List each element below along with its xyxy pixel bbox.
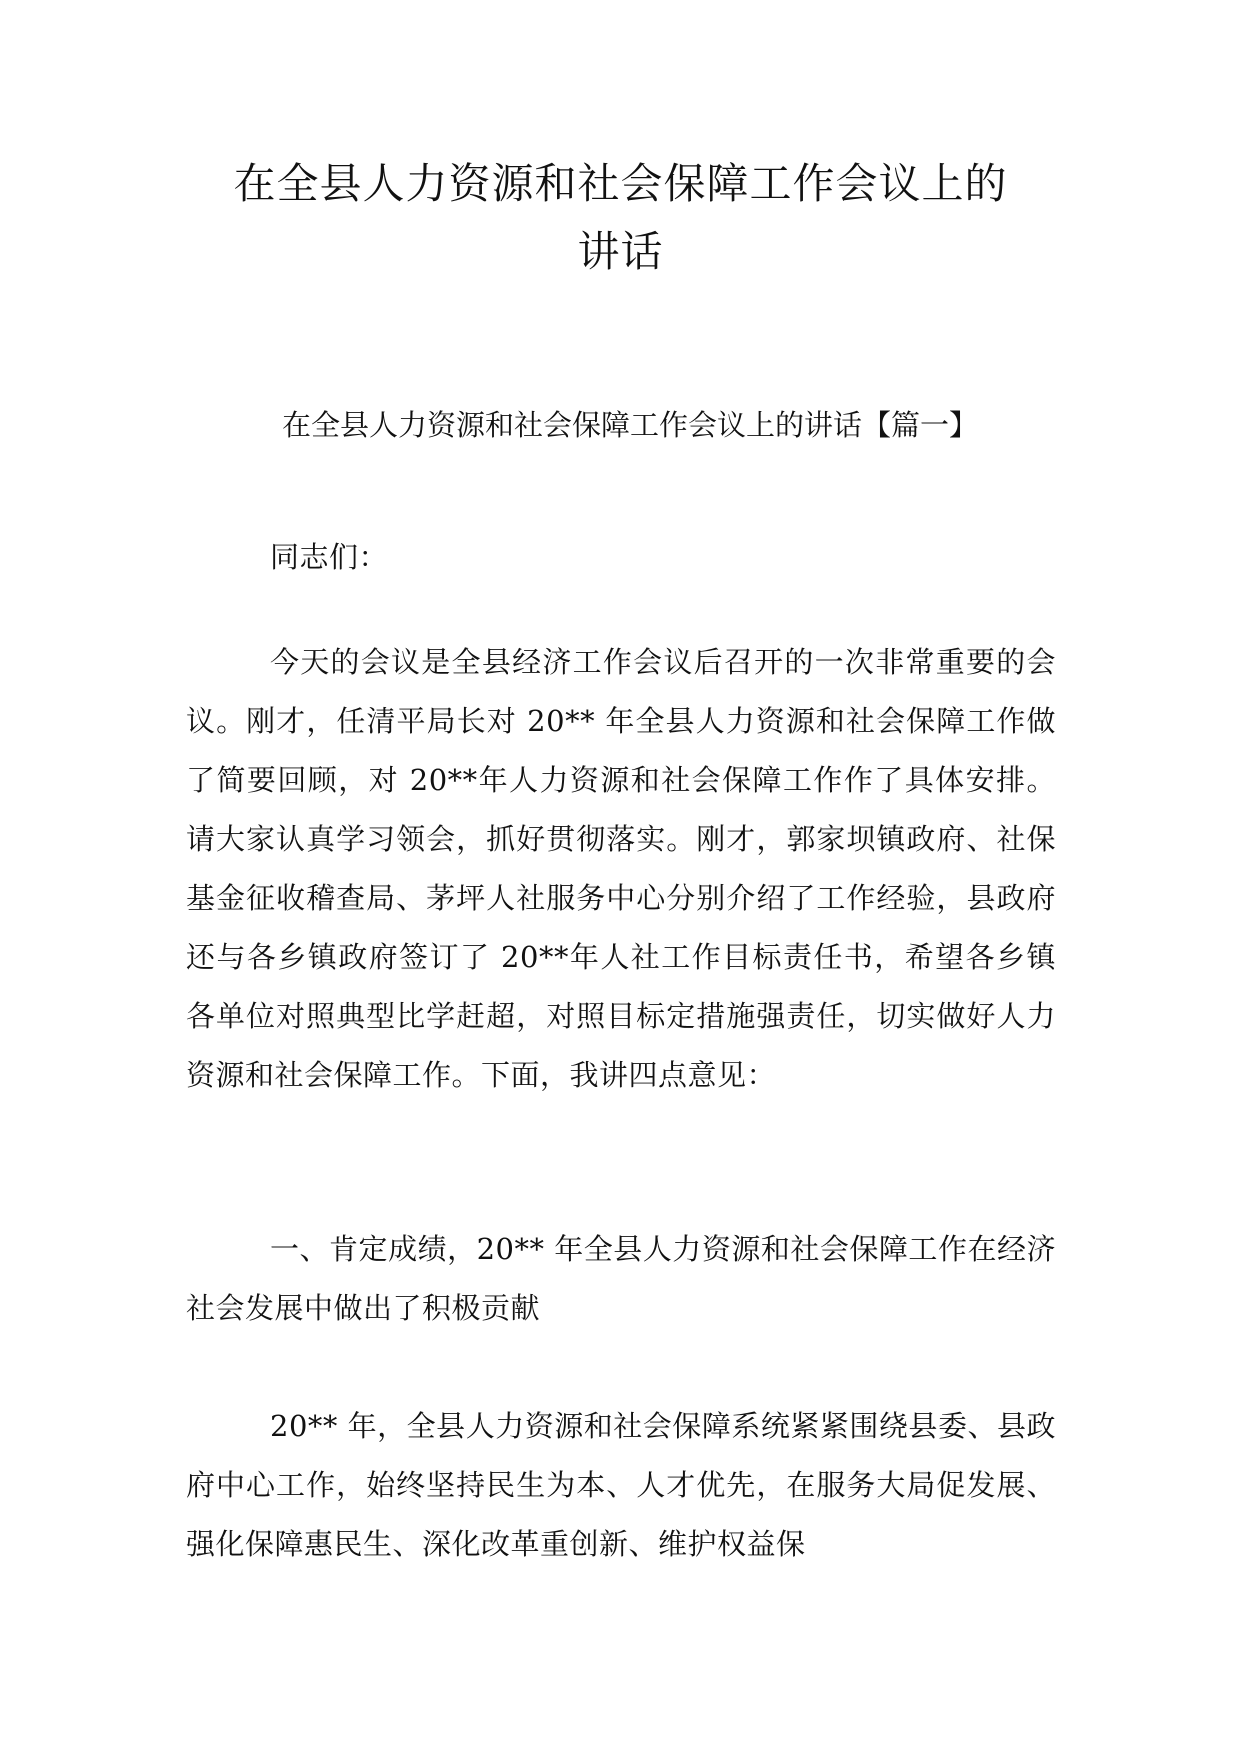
document-title [120, 150, 1121, 286]
document-title-line-2: 讲话 [577, 227, 664, 276]
document-subtitle: 在全县人力资源和社会保障工作会议上的讲话【篇一】 [282, 408, 979, 442]
section-heading-paragraph: 一、肯定成绩，20** 年全县人力资源和社会保障工作在经济社会发展中做出了积极贡献 [186, 1232, 1056, 1325]
body-paragraph-2: 20** 年，全县人力资源和社会保障系统紧紧围绕县委、县政府中心工作，始终坚持民生为本、人才优先，在服务大局促发展、强化保障惠民生、深化改革重创新、维护权益保 [186, 1409, 1056, 1561]
body-paragraph-1: 今天的会议是全县经济工作会议后召开的一次非常重要的会议。刚才，任清平局长对 20** 年全县人力资源和社会保障工作做了简要回顾，对 20**年人力资源和社会保障工作作了具体安排。请大家认真学习领会，抓好贯彻落实。刚才，郭家坝镇政府、社保基金征收稽查局、茅坪人社服务中心分别介绍了工作经验，县政府还与各乡镇政府签订了 20**年人社工作目标责任书，希望各乡镇各单位对照典型比学赶超，对照目标定措施强责任，切实做好人力资源和社会保障工作。下面，我讲四点意见： [186, 645, 1056, 1092]
document-title-line-1: 在全县人力资源和社会保障工作会议上的 [233, 159, 1008, 208]
greeting-paragraph: 同志们： [270, 540, 389, 574]
